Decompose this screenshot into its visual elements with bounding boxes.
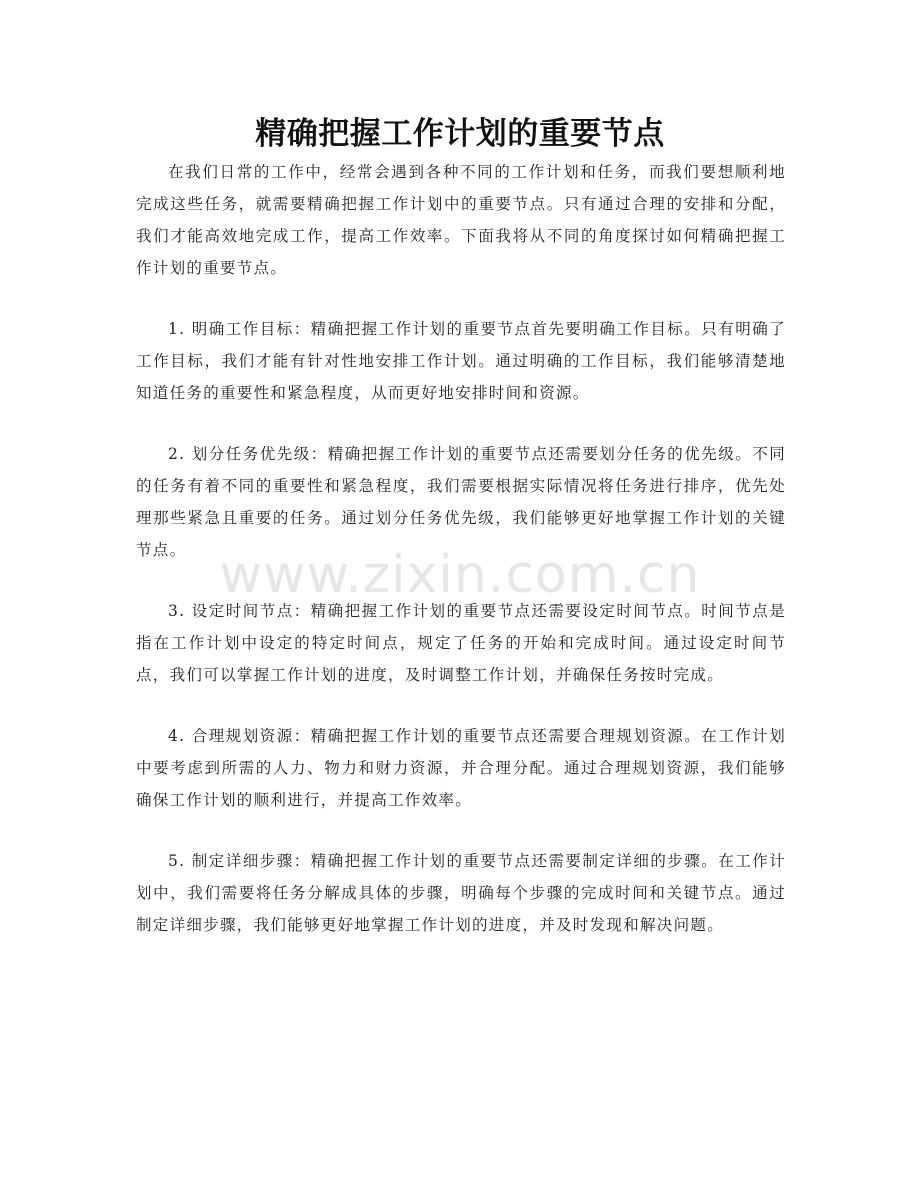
document-body bbox=[136, 156, 786, 970]
paragraph-1: 1. 明确工作目标：精确把握工作计划的重要节点首先要明确工作目标。只有明确了工作目标，我们才能有针对性地安排工作计划。通过明确的工作目标，我们能够清楚地知道任务的重要性和紧急程度，从而更好地安排时间和资源。 bbox=[136, 320, 786, 402]
paragraph-4: 4. 合理规划资源：精确把握工作计划的重要节点还需要合理规划资源。在工作计划中要考虑到所需的人力、物力和财力资源，并合理分配。通过合理规划资源，我们能够确保工作计划的顺利进行，并提高工作效率。 bbox=[136, 727, 786, 809]
paragraph-3: 3. 设定时间节点：精确把握工作计划的重要节点还需要设定时间节点。时间节点是指在工作计划中设定的特定时间点，规定了任务的开始和完成时间。通过设定时间节点，我们可以掌握工作计划的进度，及时调整工作计划，并确保任务按时完成。 bbox=[136, 602, 786, 684]
paragraph-5: 5. 制定详细步骤：精确把握工作计划的重要节点还需要制定详细的步骤。在工作计划中，我们需要将任务分解成具体的步骤，明确每个步骤的完成时间和关键节点。通过制定详细步骤，我们能够更好地掌握工作计划的进度，并及时发现和解决问题。 bbox=[136, 852, 786, 934]
document-title: 精确把握工作计划的重要节点 bbox=[255, 116, 665, 152]
intro-paragraph: 在我们日常的工作中，经常会遇到各种不同的工作计划和任务，而我们要想顺利地完成这些任务，就需要精确把握工作计划中的重要节点。只有通过合理的安排和分配，我们才能高效地完成工作，提高工作效率。下面我将从不同的角度探讨如何精确把握工作计划的重要节点。 bbox=[136, 163, 786, 277]
watermark: www.zixin.com.cn bbox=[219, 545, 701, 605]
paragraph-2: 2. 划分任务优先级：精确把握工作计划的重要节点还需要划分任务的优先级。不同的任务有着不同的重要性和紧急程度，我们需要根据实际情况将任务进行排序，优先处理那些紧急且重要的任务。通过划分任务优先级，我们能够更好地掌握工作计划的关键节点。 bbox=[136, 445, 786, 559]
